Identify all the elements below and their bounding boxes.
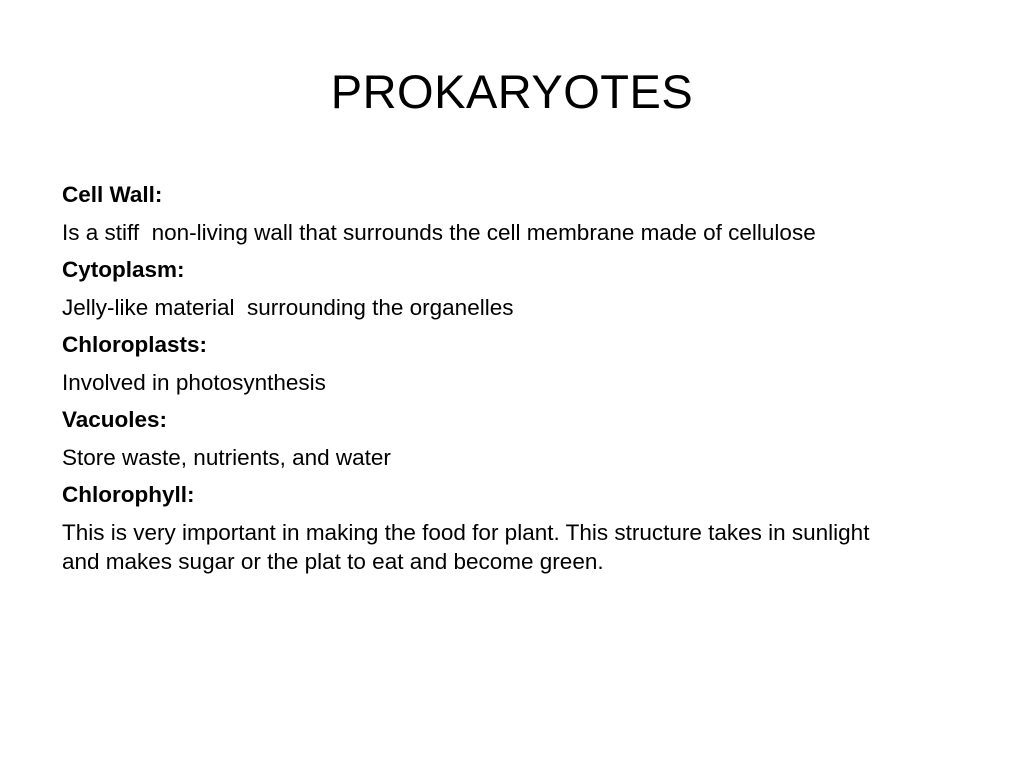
slide-title: PROKARYOTES xyxy=(330,65,694,118)
description-chlorophyll: This is very important in making the food for plant. This structure takes in sunlight and makes sugar or the plat to eat and become green. xyxy=(62,520,876,574)
slide-body xyxy=(62,181,912,585)
term-vacuoles: Vacuoles: xyxy=(62,407,168,432)
term-cell-wall: Cell Wall: xyxy=(62,182,163,207)
term-chlorophyll: Chlorophyll: xyxy=(62,482,195,507)
term-cytoplasm: Cytoplasm: xyxy=(62,257,185,282)
description-cell-wall: Is a stiff non-living wall that surrounds the cell membrane made of cellulose xyxy=(62,220,816,245)
description-vacuoles: Store waste, nutrients, and water xyxy=(62,445,391,470)
term-chloroplasts: Chloroplasts: xyxy=(62,332,208,357)
description-chloroplasts: Involved in photosynthesis xyxy=(62,370,326,395)
description-cytoplasm: Jelly-like material surrounding the organelles xyxy=(62,295,514,320)
